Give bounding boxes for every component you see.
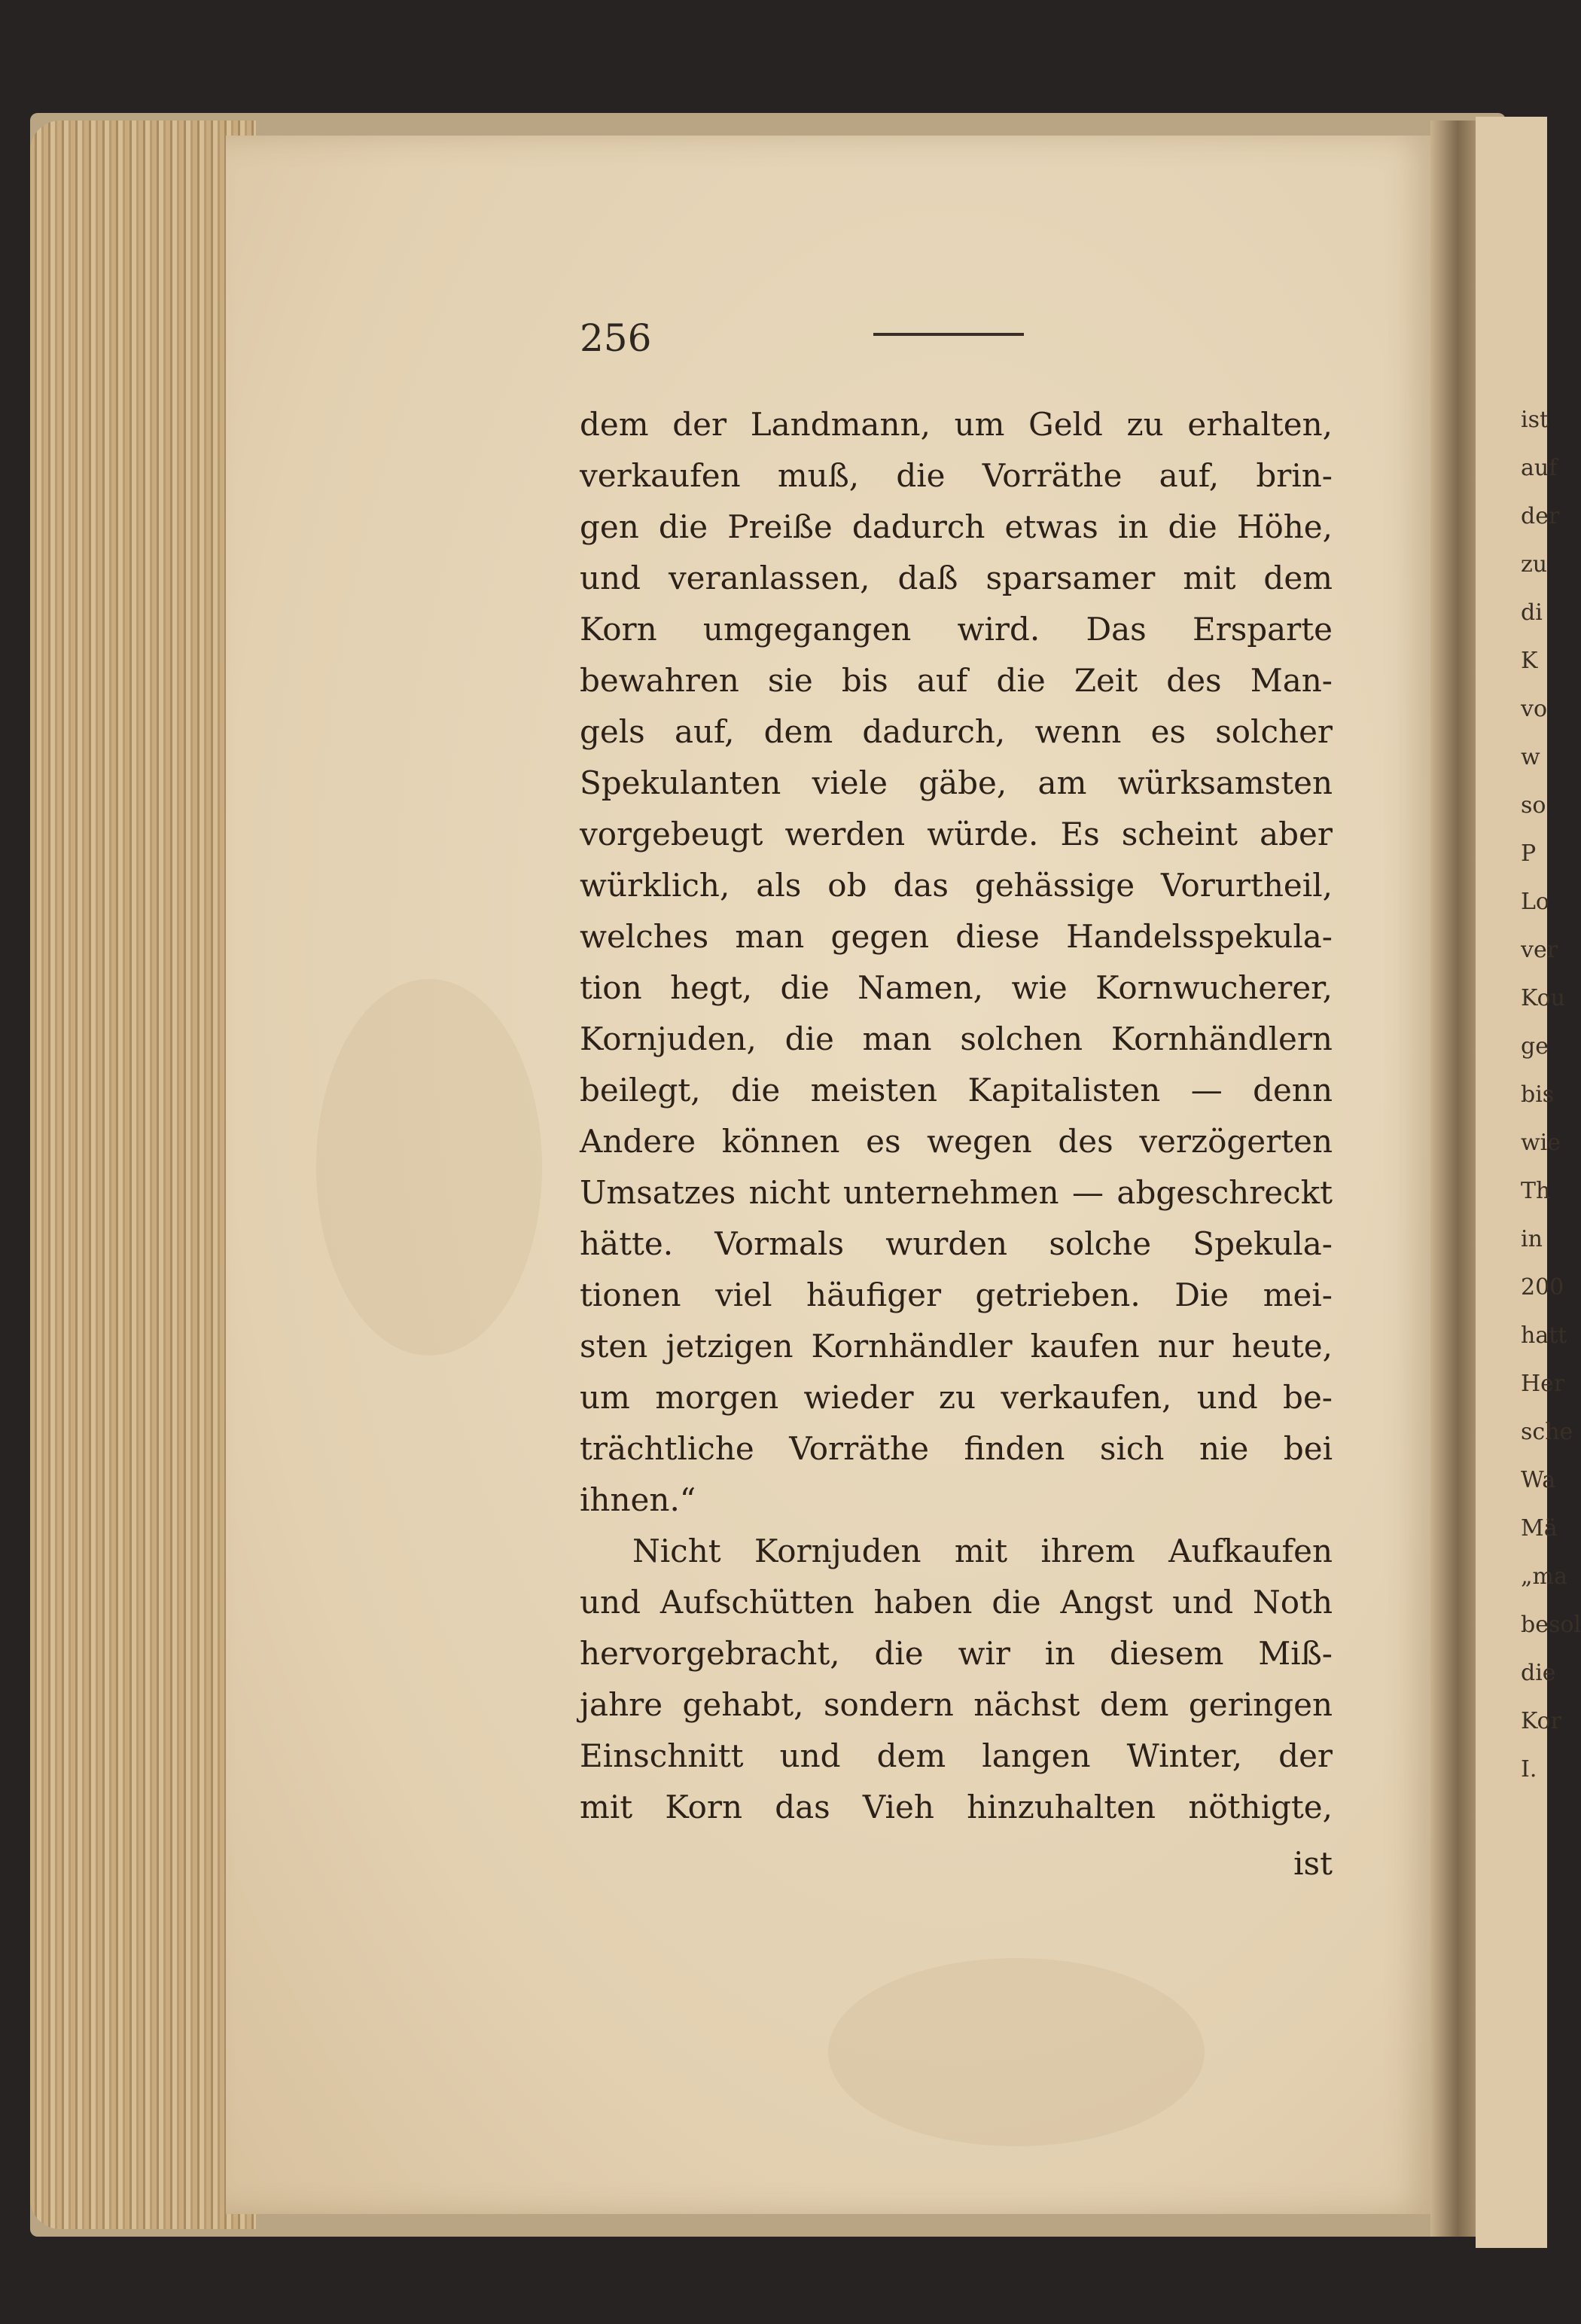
fragment: in bbox=[1521, 1226, 1543, 1252]
text-line: vorgebeugt werden würde. Es scheint aber bbox=[580, 816, 1333, 852]
fragment: Lo bbox=[1521, 889, 1549, 915]
fragment: sche bbox=[1521, 1419, 1573, 1445]
text-line: beilegt, die meisten Kapitalisten — denn bbox=[580, 1072, 1333, 1109]
text-line: Andere können es wegen des verzögerten bbox=[580, 1123, 1333, 1160]
text-line: Einschnitt und dem langen Winter, der bbox=[580, 1737, 1333, 1774]
text-line: hervorgebracht, die wir in diesem Miß- bbox=[580, 1635, 1333, 1672]
text-line: tionen viel häufiger getrieben. Die mei- bbox=[580, 1276, 1333, 1313]
fragment: P bbox=[1521, 840, 1537, 867]
catchword: ist bbox=[1293, 1845, 1333, 1882]
text-line: Korn umgegangen wird. Das Ersparte bbox=[580, 611, 1333, 648]
text-line: verkaufen muß, die Vorräthe auf, brin- bbox=[580, 457, 1333, 494]
fragment: Kou bbox=[1521, 985, 1565, 1011]
text-line: sten jetzigen Kornhändler kaufen nur heute, bbox=[580, 1328, 1333, 1365]
fragment: zu bbox=[1521, 551, 1548, 578]
text-line: und Aufschütten haben die Angst und Noth bbox=[580, 1584, 1333, 1621]
text-line: Spekulanten viele gäbe, am würksamsten bbox=[580, 764, 1333, 801]
fragment: ge bbox=[1521, 1033, 1549, 1060]
text-line: welches man gegen diese Handelsspekula- bbox=[580, 918, 1333, 955]
text-line: dem der Landmann, um Geld zu erhalten, bbox=[580, 406, 1333, 443]
text-line: bewahren sie bis auf die Zeit des Man- bbox=[580, 662, 1333, 699]
gutter bbox=[1430, 120, 1476, 2237]
text-line: Nicht Kornjuden mit ihrem Aufkaufen bbox=[632, 1533, 1333, 1569]
text-line: gen die Preiße dadurch etwas in die Höhe, bbox=[580, 508, 1333, 545]
fragment: besol bbox=[1521, 1612, 1581, 1638]
facing-page-fragments bbox=[1521, 407, 1581, 1913]
page-edges bbox=[30, 120, 256, 2229]
text-line: trächtliche Vorräthe finden sich nie bei bbox=[580, 1430, 1333, 1467]
text-line: um morgen wieder zu verkaufen, und be- bbox=[580, 1379, 1333, 1416]
paper-stain bbox=[828, 1958, 1205, 2146]
page-header bbox=[580, 316, 1333, 361]
body-text bbox=[580, 399, 1333, 1833]
text-line: mit Korn das Vieh hinzuhalten nöthigte, bbox=[580, 1789, 1333, 1825]
fragment: 200 bbox=[1521, 1274, 1564, 1301]
fragment: di bbox=[1521, 599, 1543, 626]
page-number: 256 bbox=[580, 316, 652, 360]
text-line: Umsatzes nicht unternehmen — abgeschreckt bbox=[580, 1174, 1333, 1211]
text-line: Kornjuden, die man solchen Kornhändlern bbox=[580, 1020, 1333, 1057]
fragment: ver bbox=[1521, 937, 1558, 963]
fragment: Th bbox=[1521, 1178, 1551, 1204]
fragment: bis bbox=[1521, 1081, 1555, 1108]
fragment: I. bbox=[1521, 1756, 1537, 1783]
fragment: w bbox=[1521, 744, 1540, 770]
fragment: „ma bbox=[1521, 1563, 1567, 1590]
fragment: wie bbox=[1521, 1130, 1561, 1156]
fragment: Mä bbox=[1521, 1515, 1558, 1542]
text-line: würklich, als ob das gehässige Vorurtheil, bbox=[580, 867, 1333, 904]
fragment: Wa bbox=[1521, 1467, 1556, 1493]
text-line: tion hegt, die Namen, wie Kornwucherer, bbox=[580, 969, 1333, 1006]
fragment: Her bbox=[1521, 1371, 1565, 1397]
paper-stain bbox=[316, 979, 542, 1356]
fragment: der bbox=[1521, 503, 1560, 529]
text-line: gels auf, dem dadurch, wenn es solcher bbox=[580, 713, 1333, 750]
fragment: vo bbox=[1521, 696, 1548, 722]
text-line: jahre gehabt, sondern nächst dem geringen bbox=[580, 1686, 1333, 1723]
text-line: hätte. Vormals wurden solche Spekula- bbox=[580, 1225, 1333, 1262]
fragment: so bbox=[1521, 792, 1546, 819]
fragment: Kor bbox=[1521, 1708, 1562, 1734]
fragment: ist bbox=[1521, 407, 1549, 433]
text-line: ihnen.“ bbox=[580, 1481, 696, 1518]
fragment: auf bbox=[1521, 455, 1558, 481]
text-line: und veranlassen, daß sparsamer mit dem bbox=[580, 560, 1333, 596]
fragment: die bbox=[1521, 1660, 1556, 1686]
fragment: K bbox=[1521, 648, 1538, 674]
fragment: hatt bbox=[1521, 1322, 1567, 1349]
header-rule bbox=[873, 333, 1024, 336]
